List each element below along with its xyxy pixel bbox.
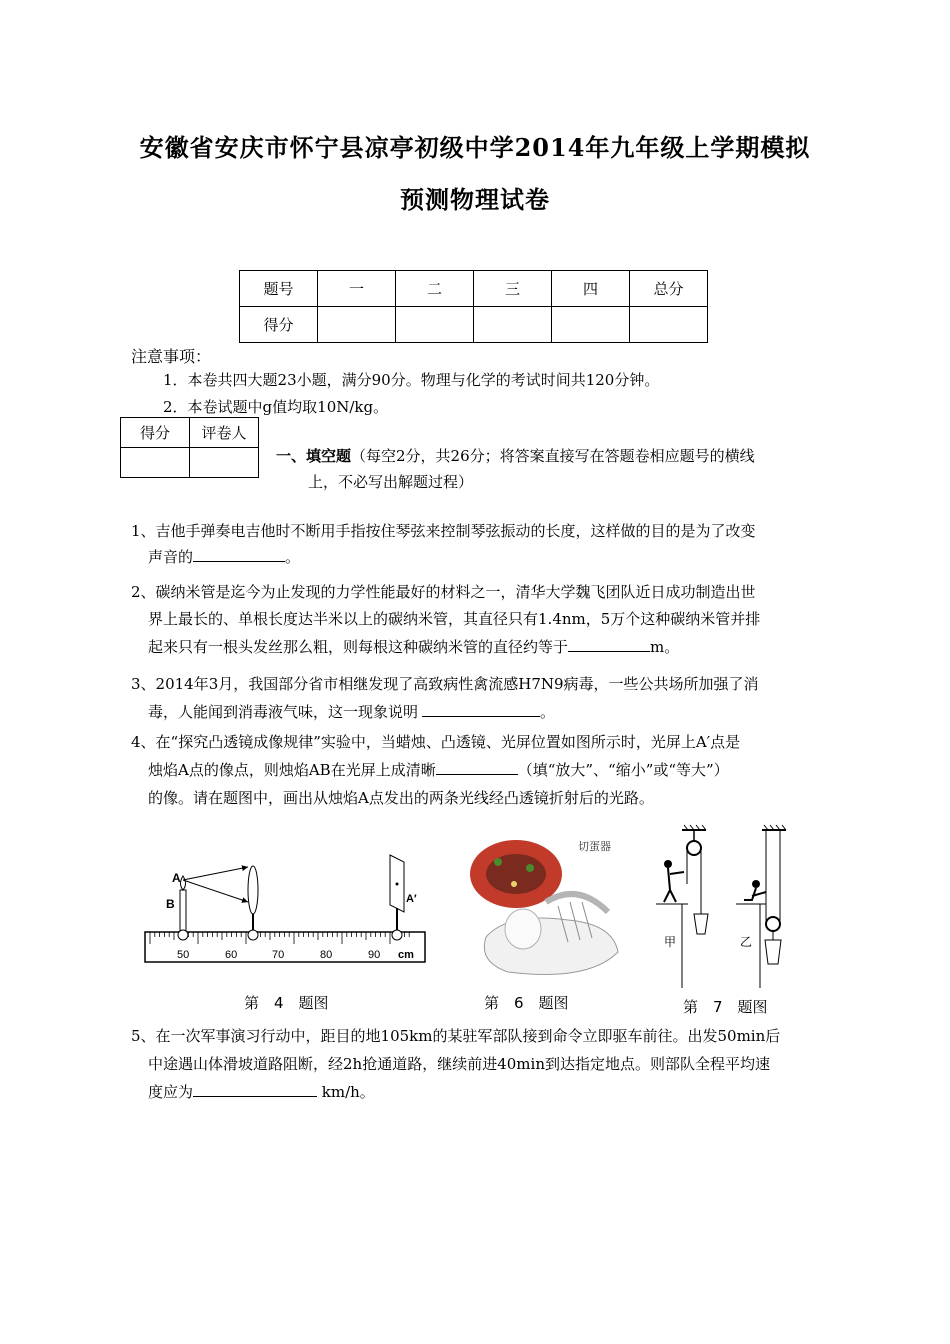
figure-7-pulleys bbox=[648, 822, 798, 990]
question-2-line: 2、碳纳米管是迄今为止发现的力学性能最好的材料之一，清华大学魏飞团队近日成功制造出世 bbox=[131, 583, 756, 601]
question-1-line bbox=[148, 543, 300, 571]
question-4-text: （填“放大”、“缩小”或“等大”） bbox=[517, 761, 729, 779]
label-b: B bbox=[166, 897, 175, 911]
question-1-line: 1、吉他手弹奏电吉他时不断用手指按住琴弦来控制琴弦振动的长度，这样做的目的是为了改变 bbox=[131, 522, 756, 540]
figure-6-caption: 第 6 题图 bbox=[484, 994, 569, 1012]
answer-blank[interactable] bbox=[422, 700, 540, 717]
question-3-line: 3、2014年3月，我国部分省市相继发现了高致病性禽流感H7N9病毒，一些公共场所加强了消 bbox=[131, 675, 759, 693]
answer-blank[interactable] bbox=[193, 545, 285, 562]
score-table-header-row bbox=[240, 271, 708, 307]
title-line-2: 预测物理试卷 bbox=[400, 185, 550, 214]
title-line-1: 安徽省安庆市怀宁县凉亭初级中学2014年九年级上学期模拟 bbox=[139, 133, 811, 162]
grader-table bbox=[120, 417, 259, 478]
candle bbox=[180, 890, 186, 932]
score-cell bbox=[396, 307, 474, 343]
score-cell bbox=[552, 307, 630, 343]
score-row-label: 得分 bbox=[240, 307, 318, 343]
candle-flame bbox=[181, 876, 186, 890]
ruler-label: 70 bbox=[272, 949, 285, 961]
score-header-cell: 题号 bbox=[240, 271, 318, 307]
movable-pulley bbox=[766, 917, 780, 931]
label-jia: 甲 bbox=[664, 935, 677, 949]
bucket bbox=[765, 940, 781, 964]
section-1-desc: （每空2分，共26分；将答案直接写在答题卷相应题号的横线 bbox=[351, 447, 755, 465]
question-4-line: 的像。请在题图中，画出从烛焰A点发出的两条光线经凸透镜折射后的光路。 bbox=[148, 789, 654, 807]
section-1-heading bbox=[276, 442, 755, 470]
question-3-text: 。 bbox=[540, 703, 556, 721]
question-2-text: m。 bbox=[650, 638, 680, 656]
score-cell bbox=[318, 307, 396, 343]
score-header-cell: 二 bbox=[396, 271, 474, 307]
note-item: 1．本卷共四大题23小题，满分90分。物理与化学的考试时间共120分钟。 bbox=[163, 371, 660, 389]
score-table bbox=[239, 270, 708, 343]
answer-blank[interactable] bbox=[193, 1080, 317, 1097]
figure-7-caption: 第 7 题图 bbox=[683, 998, 768, 1016]
question-3-text: 毒，人能闻到消毒液气味，这一现象说明 bbox=[148, 703, 419, 721]
question-5-text: km/h。 bbox=[317, 1083, 375, 1101]
question-1-text: 声音的 bbox=[148, 548, 194, 566]
question-4-text: 烛焰A点的像点，则烛焰AB在光屏上成清晰 bbox=[148, 761, 436, 779]
grader-cell bbox=[190, 448, 259, 478]
score-header-cell: 一 bbox=[318, 271, 396, 307]
grader-score-label: 得分 bbox=[121, 418, 190, 448]
score-table-score-row bbox=[240, 307, 708, 343]
answer-blank[interactable] bbox=[568, 635, 650, 652]
score-cell bbox=[630, 307, 708, 343]
label-a: A bbox=[172, 871, 181, 885]
person-figure bbox=[664, 860, 672, 868]
score-header-cell: 三 bbox=[474, 271, 552, 307]
question-4-line: 4、在“探究凸透镜成像规律”实验中，当蜡烛、凸透镜、光屏位置如图所示时，光屏上A′点是 bbox=[131, 733, 741, 751]
question-4-line bbox=[148, 756, 729, 784]
answer-blank[interactable] bbox=[436, 758, 518, 775]
grader-person-label: 评卷人 bbox=[190, 418, 259, 448]
bucket bbox=[694, 914, 708, 934]
egg-slicer-tag: 切蛋器 bbox=[578, 840, 611, 853]
question-5-line: 中途遇山体滑坡道路阻断，经2h抢通道路，继续前进40min到达指定地点。则部队全程平均速 bbox=[148, 1055, 770, 1073]
ruler-unit: cm bbox=[398, 949, 414, 961]
question-5-line bbox=[148, 1078, 375, 1106]
ruler-label: 90 bbox=[368, 949, 381, 961]
section-1-label: 一、填空题 bbox=[276, 447, 352, 465]
score-cell bbox=[474, 307, 552, 343]
question-1-text: 。 bbox=[285, 548, 301, 566]
light-ray bbox=[183, 880, 248, 902]
ruler-label: 60 bbox=[225, 949, 238, 961]
score-header-cell: 四 bbox=[552, 271, 630, 307]
question-2-text: 起来只有一根头发丝那么粗，则每根这种碳纳米管的直径约等于 bbox=[148, 638, 569, 656]
question-5-text: 度应为 bbox=[148, 1083, 194, 1101]
label-a-prime: A′ bbox=[406, 893, 417, 905]
note-item: 2．本卷试题中g值均取10N/kg。 bbox=[163, 398, 389, 416]
question-5-line: 5、在一次军事演习行动中，距目的地105km的某驻军部队接到命令立即驱车前往。出发50min后 bbox=[131, 1027, 781, 1045]
ruler-label: 80 bbox=[320, 949, 333, 961]
score-header-cell: 总分 bbox=[630, 271, 708, 307]
fixed-pulley bbox=[687, 841, 701, 855]
notes-heading: 注意事项： bbox=[131, 347, 212, 366]
figure-6-egg-slicer-photo bbox=[468, 832, 626, 990]
grader-cell bbox=[121, 448, 190, 478]
ruler-label: 50 bbox=[177, 949, 190, 961]
convex-lens bbox=[248, 866, 258, 914]
question-2-line bbox=[148, 633, 679, 661]
question-3-line bbox=[148, 698, 555, 726]
label-yi: 乙 bbox=[740, 935, 753, 949]
figure-4-optical-bench bbox=[140, 840, 430, 975]
section-1-desc-cont: 上，不必写出解题过程） bbox=[308, 473, 474, 491]
figure-4-caption: 第 4 题图 bbox=[244, 994, 329, 1012]
question-2-line: 界上最长的、单根长度达半米以上的碳纳米管，其直径只有1.4nm，5万个这种碳纳米管并排 bbox=[148, 610, 761, 628]
light-ray bbox=[183, 867, 248, 880]
